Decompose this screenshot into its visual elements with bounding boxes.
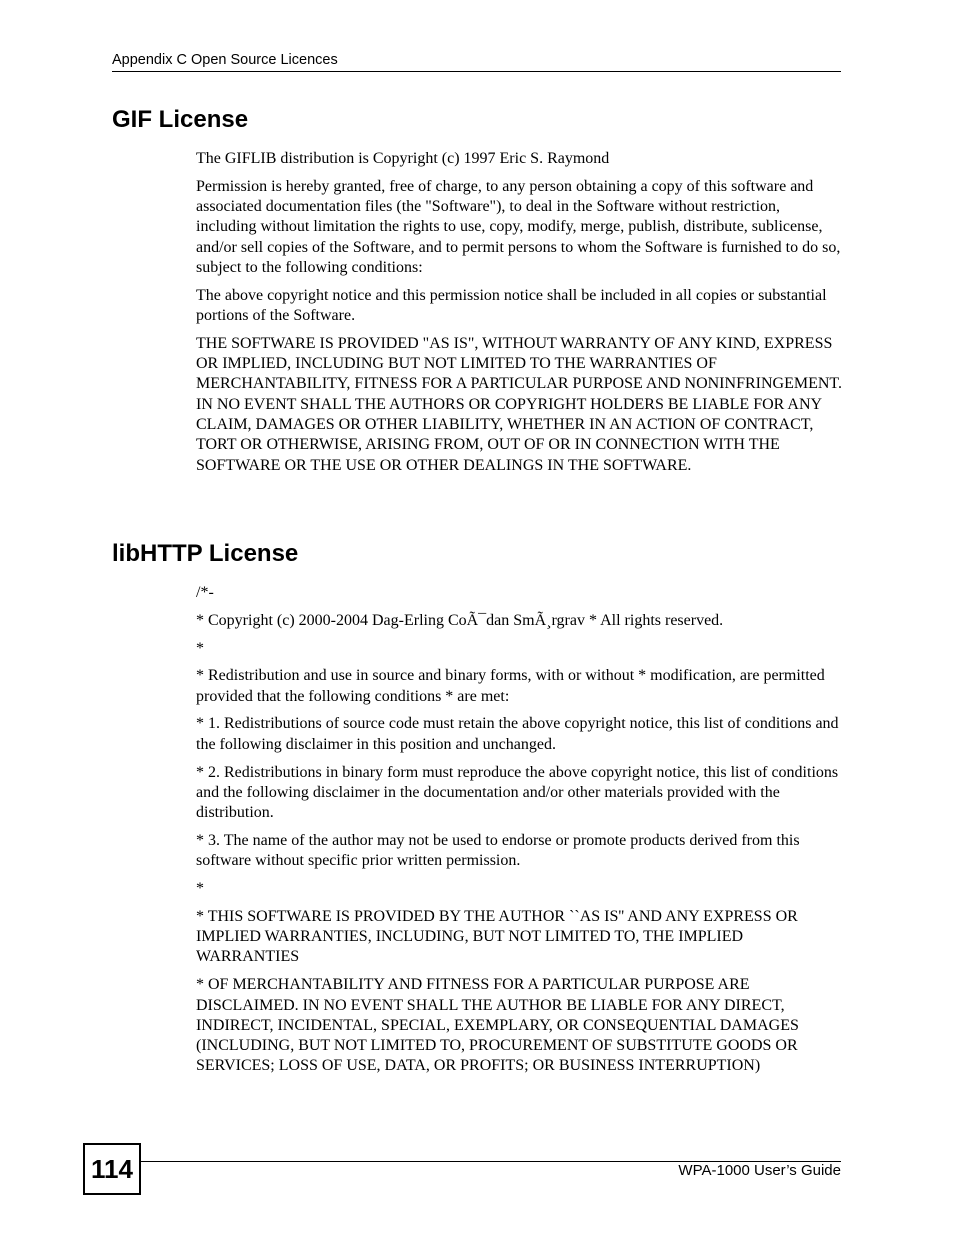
libhttp-license-body [196, 583, 844, 1084]
libhttp-paragraph: /*- [196, 584, 214, 601]
page-number: 114 [83, 1143, 141, 1195]
gif-license-body [196, 149, 844, 483]
libhttp-paragraph: * [196, 639, 204, 657]
gif-paragraph: The GIFLIB distribution is Copyright (c) 1997 Eric S. Raymond [196, 150, 610, 167]
guide-title: WPA-1000 User’s Guide [678, 1162, 841, 1179]
libhttp-paragraph: * 3. The name of the author may not be used to endorse or promote products derived from this software without specific prior written permission. [196, 831, 800, 870]
libhttp-paragraph: * 1. Redistributions of source code must retain the above copyright notice, this list of conditions and the following disclaimer in this position and unchanged. [196, 715, 839, 753]
libhttp-paragraph: * Copyright (c) 2000-2004 Dag-Erling CoÃ¯dan SmÃ¸rgrav * All rights reserved. [196, 611, 724, 629]
header-divider [112, 71, 841, 72]
gif-license-heading: GIF License [112, 106, 249, 133]
libhttp-paragraph: * 2. Redistributions in binary form must reproduce the above copyright notice, this list of conditions and the following disclaimer in the documentation and/or other materials provided with the distribution. [196, 763, 839, 822]
gif-paragraph: Permission is hereby granted, free of charge, to any person obtaining a copy of this software and associated documentation files (the "Software"), to deal in the Software without restriction, including without limitation the rights to use, copy, modify, merge, publish, distribute, sublicense, and/or sell copies of the Software, and to permit persons to whom the Software is furnished to do so, subject to the following conditions: [196, 177, 841, 276]
libhttp-paragraph: * OF MERCHANTABILITY AND FITNESS FOR A PARTICULAR PURPOSE ARE DISCLAIMED. IN NO EVENT SHALL THE AUTHOR BE LIABLE FOR ANY DIRECT, INDIRECT, INCIDENTAL, SPECIAL, EXEMPLARY, OR CONSEQUENTIAL DAMAGES (INCLUDING, BUT NOT LIMITED TO, PROCUREMENT OF SUBSTITUTE GOODS OR SERVICES; LOSS OF USE, DATA, OR PROFITS; OR BUSINESS INTERRUPTION) [196, 976, 799, 1075]
libhttp-paragraph: * THIS SOFTWARE IS PROVIDED BY THE AUTHOR ``AS IS'' AND ANY EXPRESS OR IMPLIED WARRANTIES, INCLUDING, BUT NOT LIMITED TO, THE IMPLIED WARRANTIES [196, 907, 798, 966]
libhttp-license-heading: libHTTP License [112, 540, 299, 567]
running-header: Appendix C Open Source Licences [112, 52, 338, 68]
gif-paragraph: THE SOFTWARE IS PROVIDED "AS IS", WITHOUT WARRANTY OF ANY KIND, EXPRESS OR IMPLIED, INCLUDING BUT NOT LIMITED TO THE WARRANTIES OF MERCHANTABILITY, FITNESS FOR A PARTICULAR PURPOSE AND NONINFRINGEMENT. IN NO EVENT SHALL THE AUTHORS OR COPYRIGHT HOLDERS BE LIABLE FOR ANY CLAIM, DAMAGES OR OTHER LIABILITY, WHETHER IN AN ACTION OF CONTRACT, TORT OR OTHERWISE, ARISING FROM, OUT OF OR IN CONNECTION WITH THE SOFTWARE OR THE USE OR OTHER DEALINGS IN THE SOFTWARE. [196, 334, 842, 474]
libhttp-paragraph: * Redistribution and use in source and binary forms, with or without * modification, are permitted provided that the following conditions * are met: [196, 667, 825, 705]
libhttp-paragraph: * [196, 880, 204, 898]
gif-paragraph: The above copyright notice and this permission notice shall be included in all copies or substantial portions of the Software. [196, 286, 827, 325]
